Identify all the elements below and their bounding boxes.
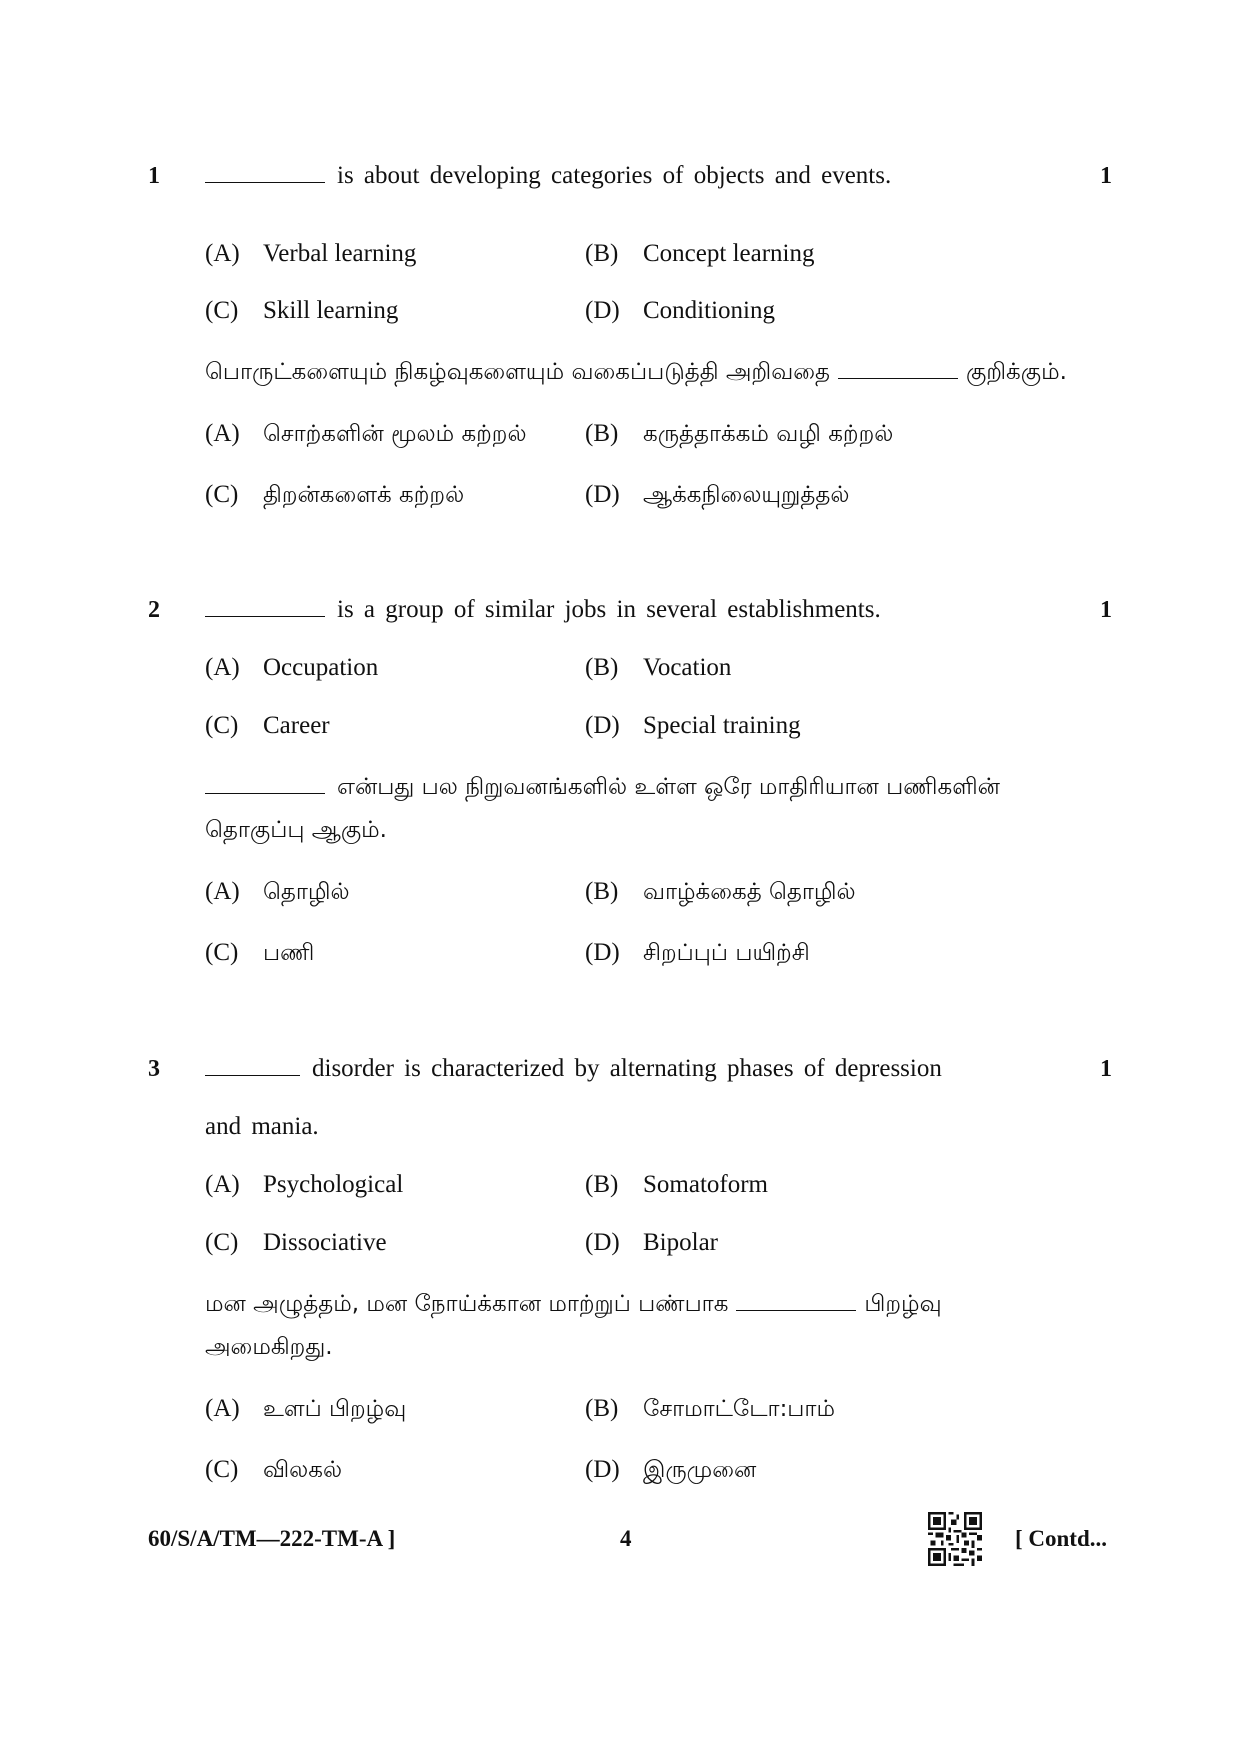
question-1-tamil-text: பொருட்களையும் நிகழ்வுகளையும் வகைப்படுத்தி அறிவதை குறிக்கும்.: [205, 359, 1067, 385]
question-3-tamil-text-line1: மன அழுத்தம், மன நோய்க்கான மாற்றுப் பண்பாக பிறழ்வு: [205, 1291, 942, 1317]
qr-code-icon: [928, 1512, 982, 1566]
continued-label: [ Contd...: [1015, 1526, 1108, 1551]
q3-ta-option-a: (A) உளப் பிறழ்வு: [205, 1395, 407, 1422]
answer-blank: [205, 598, 325, 617]
q2-ta-option-a: (A) தொழில்: [205, 878, 350, 905]
q3-en-option-b: (B) Somatoform: [585, 1171, 768, 1198]
q2-ta-option-b: (B) வாழ்க்கைத் தொழில்: [585, 878, 856, 905]
q3-ta-option-d: (D) இருமுனை: [585, 1456, 757, 1483]
page-number: 4: [620, 1526, 632, 1551]
question-2-marks: 1: [1100, 597, 1112, 623]
answer-blank: [205, 1057, 300, 1076]
question-3-english-text-line2: and mania.: [205, 1113, 319, 1140]
q1-ta-option-c: (C) திறன்களைக் கற்றல்: [205, 481, 465, 508]
answer-blank: [205, 164, 325, 183]
question-1-number: 1: [148, 163, 160, 189]
q1-en-option-d: (D) Conditioning: [585, 297, 775, 324]
answer-blank: [736, 1292, 856, 1311]
question-2-english-text: is a group of similar jobs in several establishments.: [205, 596, 881, 624]
q2-ta-option-d: (D) சிறப்புப் பயிற்சி: [585, 939, 810, 966]
q1-en-option-a: (A) Verbal learning: [205, 240, 417, 267]
q3-ta-option-c: (C) விலகல்: [205, 1456, 343, 1483]
q1-ta-option-b: (B) கருத்தாக்கம் வழி கற்றல்: [585, 420, 894, 447]
question-2-tamil-text-line2: தொகுப்பு ஆகும்.: [205, 817, 387, 843]
question-3-english-text-line1: disorder is characterized by alternating phases of depression: [205, 1055, 942, 1083]
answer-blank: [205, 775, 325, 794]
q1-ta-option-d: (D) ஆக்கநிலையுறுத்தல்: [585, 481, 850, 508]
question-2-tamil-text-line1: என்பது பல நிறுவனங்களில் உள்ள ஒரே மாதிரியான பணிகளின்: [205, 774, 1000, 803]
question-3-number: 3: [148, 1056, 160, 1082]
q1-en-option-c: (C) Skill learning: [205, 297, 399, 324]
q3-en-option-c: (C) Dissociative: [205, 1229, 387, 1256]
answer-blank: [838, 360, 958, 379]
question-2-number: 2: [148, 597, 160, 623]
q1-ta-option-a: (A) சொற்களின் மூலம் கற்றல்: [205, 420, 527, 447]
q3-en-option-d: (D) Bipolar: [585, 1229, 718, 1256]
q1-en-option-b: (B) Concept learning: [585, 240, 815, 267]
q3-ta-option-b: (B) சோமாட்டோ:பாம்: [585, 1395, 835, 1422]
paper-code: 60/S/A/TM—222-TM-A ]: [148, 1526, 396, 1551]
q2-en-option-b: (B) Vocation: [585, 654, 732, 681]
question-1-marks: 1: [1100, 163, 1112, 189]
q3-en-option-a: (A) Psychological: [205, 1171, 404, 1198]
q2-ta-option-c: (C) பணி: [205, 939, 315, 966]
q2-en-option-d: (D) Special training: [585, 712, 801, 739]
q2-en-option-c: (C) Career: [205, 712, 330, 739]
question-3-marks: 1: [1100, 1056, 1112, 1082]
question-3-tamil-text-line2: அமைகிறது.: [205, 1334, 333, 1360]
q2-en-option-a: (A) Occupation: [205, 654, 379, 681]
question-1-english-text: is about developing categories of objects and events.: [205, 162, 891, 190]
